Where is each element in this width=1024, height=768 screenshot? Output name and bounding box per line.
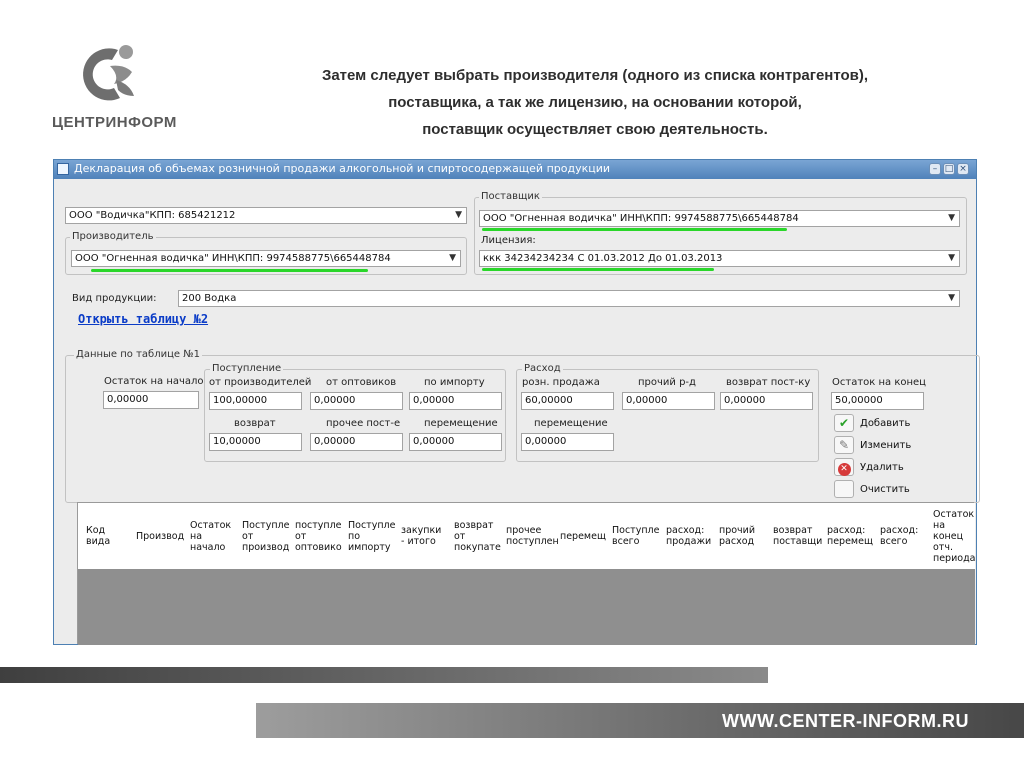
retail-sales-input[interactable]: 60,00000 <box>521 392 614 410</box>
from-wholesalers-label: от оптовиков <box>326 377 397 388</box>
from-producers-label: от производителей <box>209 377 312 388</box>
supplier-value: ООО "Огненная водичка" ИНН\КПП: 9974588775\665448784 <box>483 213 799 224</box>
chevron-down-icon[interactable]: ▼ <box>449 253 456 263</box>
maximize-button[interactable]: □ <box>944 164 954 174</box>
clear-button[interactable] <box>834 480 854 498</box>
end-balance-label: Остаток на конец <box>832 377 926 388</box>
expense-transfer-label: перемещение <box>534 418 608 429</box>
supplier-return-input[interactable]: 0,00000 <box>720 392 813 410</box>
product-type-label: Вид продукции: <box>72 293 157 304</box>
window-titlebar[interactable] <box>54 160 976 179</box>
grid-column-header[interactable]: поступле от оптовико <box>295 519 342 553</box>
grid-column-header[interactable]: Производ <box>136 530 185 542</box>
grid-column-header[interactable]: прочий расход <box>719 525 756 547</box>
website-url: WWW.CENTER-INFORM.RU <box>722 711 969 731</box>
expense-label: Расход <box>524 363 561 374</box>
checkmark-icon: ✔ <box>838 416 850 430</box>
end-balance-input[interactable]: 50,00000 <box>831 392 924 410</box>
license-label: Лицензия: <box>481 235 536 246</box>
grid-column-header[interactable]: расход: всего <box>880 525 919 547</box>
producer-label: Производитель <box>72 231 154 242</box>
delete-label[interactable]: Удалить <box>860 462 904 473</box>
company-logo-text: ЦЕНТРИНФОРМ <box>52 114 177 131</box>
grid-header <box>78 503 975 569</box>
grid-column-header[interactable]: расход: продажи <box>666 525 712 547</box>
grid-column-header[interactable]: прочее поступлен <box>506 525 559 547</box>
edit-button[interactable] <box>834 436 854 454</box>
declaration-window <box>53 159 977 645</box>
grid-column-header[interactable]: перемещ <box>560 530 606 542</box>
centrinform-logo-icon <box>80 40 142 106</box>
chevron-down-icon[interactable]: ▼ <box>455 210 462 220</box>
chevron-down-icon[interactable]: ▼ <box>948 293 955 303</box>
supplier-highlight-underline <box>482 228 787 231</box>
license-value: ккк 34234234234 С 01.03.2012 До 01.03.2013 <box>483 253 723 264</box>
grid-column-header[interactable]: Поступле всего <box>612 525 660 547</box>
income-label: Поступление <box>212 363 282 374</box>
grid-column-header[interactable]: Остаток на начало <box>190 519 232 553</box>
window-app-icon <box>57 163 69 175</box>
slide-headline <box>230 62 960 143</box>
other-expense-label: прочий р-д <box>638 377 696 388</box>
income-transfer-label: перемещение <box>424 418 498 429</box>
other-expense-input[interactable]: 0,00000 <box>622 392 715 410</box>
other-income-label: прочее пост-е <box>326 418 401 429</box>
supplier-return-label: возврат пост-ку <box>726 377 811 388</box>
organization-select[interactable] <box>65 207 467 224</box>
clear-label[interactable]: Очистить <box>860 484 910 495</box>
expense-transfer-input[interactable]: 0,00000 <box>521 433 614 451</box>
supplier-label: Поставщик <box>481 191 540 202</box>
start-balance-label: Остаток на начало <box>104 376 204 387</box>
producer-select[interactable] <box>71 250 461 267</box>
income-return-input[interactable]: 10,00000 <box>209 433 302 451</box>
grid-column-header[interactable]: Поступле по импорту <box>348 519 396 553</box>
add-label[interactable]: Добавить <box>860 418 911 429</box>
footer-bar-top <box>0 667 768 683</box>
grid-body[interactable] <box>78 569 975 645</box>
import-label: по импорту <box>424 377 485 388</box>
grid-column-header[interactable]: Код вида <box>86 525 111 547</box>
chevron-down-icon[interactable]: ▼ <box>948 213 955 223</box>
headline-line-1: Затем следует выбрать производителя (одного из списка контрагентов), <box>321 67 869 84</box>
import-input[interactable]: 0,00000 <box>409 392 502 410</box>
income-return-label: возврат <box>234 418 276 429</box>
producer-value: ООО "Огненная водичка" ИНН\КПП: 9974588775\665448784 <box>75 253 391 264</box>
from-producers-input[interactable]: 100,00000 <box>209 392 302 410</box>
organization-value: ООО "Водичка"КПП: 685421212 <box>69 210 236 221</box>
data-grid <box>77 502 974 644</box>
close-button[interactable]: × <box>957 163 969 175</box>
open-table-2-link[interactable]: Открыть таблицу №2 <box>78 312 209 326</box>
headline-line-2: поставщика, а так же лицензию, на основании которой, <box>388 94 802 111</box>
grid-column-header[interactable]: Остаток на конец отч. периода <box>933 508 976 564</box>
grid-column-header[interactable]: расход: перемещ <box>827 525 873 547</box>
income-transfer-input[interactable]: 0,00000 <box>409 433 502 451</box>
window-title: Декларация об объемах розничной продажи алкогольной и спиртосодержащей продукции <box>74 162 611 175</box>
grid-column-header[interactable]: возврат от покупате <box>454 519 501 553</box>
add-button[interactable] <box>834 414 854 432</box>
other-income-input[interactable]: 0,00000 <box>310 433 403 451</box>
pencil-icon: ✎ <box>838 438 850 452</box>
from-wholesalers-input[interactable]: 0,00000 <box>310 392 403 410</box>
grid-column-header[interactable]: возврат поставщи <box>773 525 823 547</box>
chevron-down-icon[interactable]: ▼ <box>948 253 955 263</box>
delete-icon: ✕ <box>838 463 851 476</box>
retail-sales-label: розн. продажа <box>522 377 600 388</box>
license-select[interactable] <box>479 250 960 267</box>
product-type-select[interactable] <box>178 290 960 307</box>
grid-column-header[interactable]: закупки - итого <box>401 525 442 547</box>
grid-column-header[interactable]: Поступле от производ <box>242 519 290 553</box>
minimize-button[interactable]: – <box>929 163 941 175</box>
producer-highlight-underline <box>91 269 368 272</box>
headline-line-3: поставщик осуществляет свою деятельность. <box>422 121 768 138</box>
supplier-select[interactable] <box>479 210 960 227</box>
edit-label[interactable]: Изменить <box>860 440 912 451</box>
delete-button[interactable] <box>834 458 854 476</box>
start-balance-input[interactable]: 0,00000 <box>103 391 199 409</box>
product-type-value: 200 Водка <box>182 293 237 304</box>
license-highlight-underline <box>482 268 714 271</box>
table1-group-label: Данные по таблице №1 <box>76 349 200 360</box>
